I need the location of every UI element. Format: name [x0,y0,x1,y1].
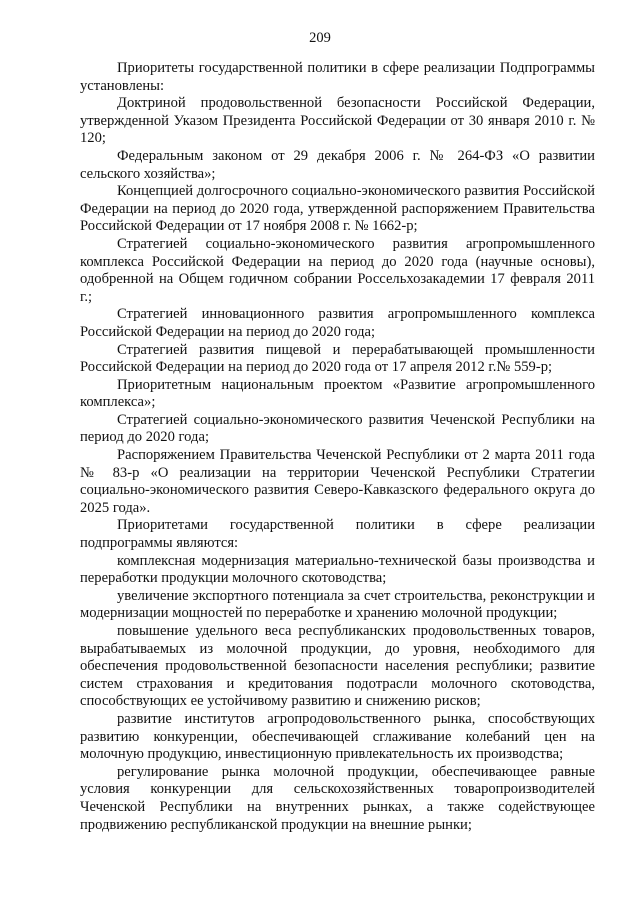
page-body [80,60,595,834]
paragraph-food-security-doctrine: Доктриной продовольственной безопасности Российской Федерации, утвержденной Указом Президента Российской Федерации от 30 января 2010 г. № 120; [80,95,595,147]
paragraph-government-order: Распоряжением Правительства Чеченской Республики от 2 марта 2011 года № 83-р «О реализации на территории Чеченской Республики Стратегии социально-экономического развития Северо-Кавказского федерального округа до 2025 года». [80,447,595,516]
paragraph-chechen-strategy: Стратегией социально-экономического развития Чеченской Республики на период до 2020 года; [80,411,595,446]
list-item-market-regulation: регулирование рынка молочной продукции, обеспечивающее равные условия конкуренции для сельскохозяйственных товаропроизводителей Чеченской Республики на внутренних рынках, а также содействующее продвижению республиканской продукции на внешние рынки; [80,763,595,833]
list-item-modernization: комплексная модернизация материально-технической базы производства и переработки продукции молочного скотоводства; [80,552,595,587]
paragraph-priorities-intro: Приоритеты государственной политики в сфере реализации Подпрограммы установлены: [80,60,595,94]
paragraph-long-term-concept: Концепцией долгосрочного социально-экономического развития Российской Федерации на период до 2020 года, утвержденной распоряжением Правительства Российской Федерации от 17 ноября 2008 г. № 1662-р; [80,183,595,235]
paragraph-federal-law: Федеральным законом от 29 декабря 2006 г. № 264-ФЗ «О развитии сельского хозяйства»; [80,147,595,182]
list-item-export-potential: увеличение экспортного потенциала за счет строительства, реконструкции и модернизации мощностей по переработке и хранению молочной продукции; [80,587,595,622]
paragraph-national-project: Приоритетным национальным проектом «Развитие агропромышленного комплекса»; [80,376,595,411]
paragraph-agro-strategy: Стратегией социально-экономического развития агропромышленного комплекса Российской Федерации на период до 2020 года (научные основы), одобренной на Общем годичном собрании Россельхозакадемии 17 февраля 2011 г.; [80,235,595,305]
paragraph-subprogram-priorities-intro: Приоритетами государственной политики в сфере реализации подпрограммы являются: [80,517,595,552]
paragraph-innovation-strategy: Стратегией инновационного развития агропромышленного комплекса Российской Федерации на период до 2020 года; [80,306,595,340]
list-item-food-share: повышение удельного веса республиканских продовольственных товаров, вырабатываемых из молочной продукции, до уровня, необходимого для обеспечения продовольственной безопасности населения республики; развитие систем страхования и кредитования подотрасли молочного скотоводства, способствующих ее устойчивому развитию и снижению рисков; [80,623,595,710]
page-number: 209 [309,30,331,46]
paragraph-food-industry-strategy: Стратегией развития пищевой и перерабатывающей промышленности Российской Федерации на период до 2020 года от 17 апреля 2012 г.№ 559-р; [80,341,595,376]
list-item-market-institutions: развитие институтов агропродовольственного рынка, способствующих развитию конкуренции, обеспечивающей сглаживание колебаний цен на молочную продукцию, инвестиционную привлекательность их производства; [80,710,595,763]
